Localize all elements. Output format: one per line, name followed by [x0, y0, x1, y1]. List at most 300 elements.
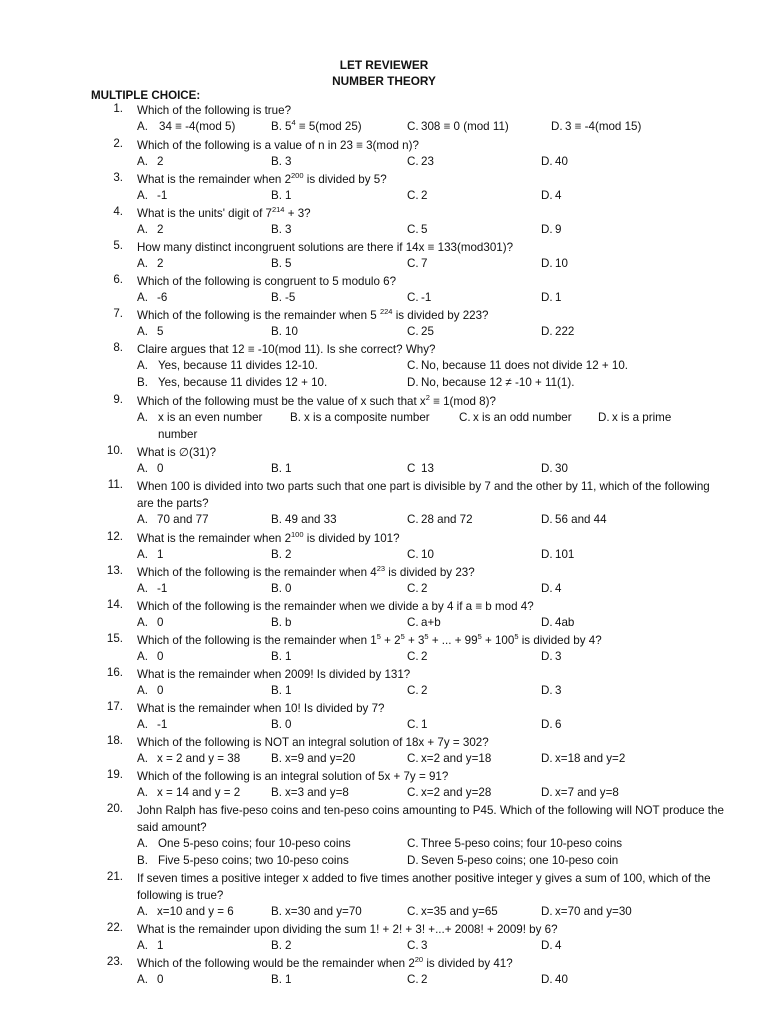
- option-letter: B.: [271, 650, 282, 663]
- question-number: 4.: [113, 205, 123, 218]
- answer-option-d: [598, 411, 672, 424]
- answer-option-a: [137, 616, 164, 629]
- question-number: 10.: [106, 444, 123, 457]
- option-text: 34 ≡ -4(mod 5): [159, 120, 236, 133]
- option-letter: D.: [541, 786, 553, 799]
- option-text: 308 ≡ 0 (mod 11): [421, 120, 509, 133]
- answer-option-a: [137, 257, 164, 270]
- option-text: 2: [157, 155, 164, 168]
- option-text: 25: [421, 325, 434, 338]
- option-text: x=10 and y = 6: [157, 905, 234, 918]
- option-text: 70 and 77: [157, 513, 209, 526]
- answer-option-a: [137, 120, 236, 133]
- question-text: What is the remainder when 10! Is divided by 7?: [137, 702, 385, 715]
- option-letter: B.: [271, 462, 282, 475]
- option-text: 1: [285, 684, 292, 697]
- option-text: Seven 5-peso coins; one 10-peso coin: [421, 854, 619, 867]
- option-letter: B.: [271, 513, 282, 526]
- option-letter: C.: [407, 752, 419, 765]
- option-letter: C.: [407, 718, 419, 731]
- option-letter: A.: [137, 359, 148, 372]
- option-text: 2: [285, 939, 292, 952]
- answer-option-c: [407, 223, 428, 236]
- option-letter: D.: [598, 411, 610, 424]
- option-letter: A.: [137, 223, 148, 236]
- answer-option-a: [137, 411, 263, 424]
- option-text: 1: [285, 650, 292, 663]
- option-text: 10: [285, 325, 298, 338]
- option-text: 40: [555, 155, 568, 168]
- question-number: 7.: [113, 307, 123, 320]
- answer-option-b: [271, 752, 356, 765]
- option-text: 10: [555, 257, 568, 270]
- option-text: 3: [555, 650, 562, 663]
- option-letter: C.: [407, 582, 419, 595]
- option-letter: B.: [271, 939, 282, 952]
- option-letter: A.: [137, 718, 148, 731]
- option-text: -1: [421, 291, 432, 304]
- answer-option-b: [271, 718, 292, 731]
- question-text: Claire argues that 12 ≡ -10(mod 11). Is she correct? Why?: [137, 343, 436, 356]
- option-text: No, because 11 does not divide 12 + 10.: [421, 359, 629, 372]
- option-text: 0: [157, 616, 164, 629]
- answer-option-a: [137, 189, 168, 202]
- option-letter: A.: [137, 905, 148, 918]
- option-letter: D.: [541, 905, 553, 918]
- option-text: 3: [421, 939, 428, 952]
- question-number: 23.: [106, 955, 123, 968]
- option-letter: D.: [407, 376, 419, 389]
- answer-option-d: [407, 854, 619, 867]
- answer-option-c: [459, 411, 572, 424]
- question-text: Which of the following is NOT an integral solution of 18x + 7y = 302?: [137, 736, 489, 749]
- option-text: -5: [285, 291, 296, 304]
- question-number: 2.: [113, 137, 123, 150]
- question-number: 16.: [106, 666, 123, 679]
- answer-option-d: [541, 939, 562, 952]
- answer-option-d: [541, 513, 607, 526]
- question-number: 8.: [113, 341, 123, 354]
- answer-option-b: [137, 376, 328, 389]
- question-number: 20.: [106, 802, 123, 815]
- option-text: 3: [555, 684, 562, 697]
- option-letter: A.: [137, 684, 148, 697]
- option-letter: A.: [137, 752, 148, 765]
- option-text: 5: [157, 325, 164, 338]
- option-letter: C.: [407, 155, 419, 168]
- option-text: 6: [555, 718, 562, 731]
- option-text: x is a prime: [612, 411, 672, 424]
- option-text: 4: [555, 582, 562, 595]
- answer-option-b: [271, 513, 337, 526]
- question-number: 5.: [113, 239, 123, 252]
- question-text: How many distinct incongruent solutions are there if 14x ≡ 133(mod301)?: [137, 241, 514, 254]
- option-text: 30: [555, 462, 568, 475]
- option-letter: C.: [407, 650, 419, 663]
- option-letter: C.: [407, 223, 419, 236]
- option-text: 2: [421, 684, 428, 697]
- option-letter: B.: [271, 120, 282, 133]
- question-text: What is the remainder when 2009! Is divided by 131?: [137, 668, 411, 681]
- option-text: 10: [421, 548, 434, 561]
- option-text: $5^4 \equiv 5(mod$ 25): [285, 118, 362, 133]
- option-text: x = 2 and y = 38: [157, 752, 241, 765]
- option-text: x = 14 and y = 2: [157, 786, 241, 799]
- question-text: If seven times a positive integer x added to five times another positive integer y gives a sum of 100, which of the following is true?: [137, 872, 711, 902]
- question-text: What is the units' digit of $7^{214} + 3$?: [137, 205, 311, 220]
- option-letter: D.: [541, 973, 553, 986]
- option-letter: B.: [271, 786, 282, 799]
- option-letter: C.: [459, 411, 471, 424]
- option-letter: A.: [137, 462, 148, 475]
- option-letter: C.: [407, 189, 419, 202]
- option-letter: B.: [137, 376, 148, 389]
- option-text: 0: [285, 582, 292, 595]
- option-text: 4ab: [555, 616, 575, 629]
- option-text: Five 5-peso coins; two 10-peso coins: [158, 854, 349, 867]
- answer-option-c: [407, 973, 428, 986]
- question-number: 19.: [106, 768, 123, 781]
- answer-option-c: [407, 616, 441, 629]
- option-text: 40: [555, 973, 568, 986]
- option-text: 101: [555, 548, 575, 561]
- question-number: 9.: [113, 393, 123, 406]
- option-letter: D.: [541, 189, 553, 202]
- answer-option-d: [407, 376, 575, 389]
- option-letter: D.: [541, 223, 553, 236]
- question-text: Which of the following is the remainder when $4^{23}$ is divided by 23?: [137, 564, 475, 579]
- option-letter: C.: [407, 513, 419, 526]
- answer-option-c: [407, 257, 428, 270]
- option-letter: A.: [137, 155, 148, 168]
- answer-option-b: [271, 973, 292, 986]
- answer-option-d: [541, 548, 575, 561]
- question-text: Which of the following is a value of n in 23 ≡ 3(mod n)?: [137, 139, 419, 152]
- question-text: What is the remainder upon dividing the sum 1! + 2! + 3! +...+ 2008! + 2009! by 6?: [137, 923, 558, 936]
- answer-option-b: [271, 155, 292, 168]
- answer-option-d: [541, 582, 562, 595]
- option-text: a+b: [421, 616, 441, 629]
- option-letter: A.: [137, 650, 148, 663]
- option-letter: D.: [541, 582, 553, 595]
- question-number: 22.: [106, 921, 123, 934]
- option-letter: C.: [407, 120, 419, 133]
- answer-option-b: [271, 786, 349, 799]
- option-text: x=35 and y=65: [421, 905, 498, 918]
- option-text: -1: [157, 718, 168, 731]
- answer-option-b: [271, 939, 292, 952]
- option-text: 3: [285, 155, 292, 168]
- question-text: Which of the following is the remainder when $1^5 + 2^5 + 3^5$ + ... + $99^5 + 100^5$ is divided by 4?: [137, 632, 602, 647]
- answer-option-a: [137, 548, 164, 561]
- answer-option-d: [541, 905, 632, 918]
- answer-option-c: [407, 462, 434, 475]
- option-letter: C.: [407, 291, 419, 304]
- option-letter: C.: [407, 837, 419, 850]
- option-letter: D.: [541, 155, 553, 168]
- option-text: 13: [421, 462, 434, 475]
- answer-option-b: [271, 582, 292, 595]
- option-letter: B.: [290, 411, 301, 424]
- option-text: x=70 and y=30: [555, 905, 632, 918]
- option-letter: A.: [137, 291, 148, 304]
- answer-option-d: [551, 120, 642, 133]
- answer-option-a: [137, 905, 234, 918]
- option-text: 0: [157, 684, 164, 697]
- answer-option-c: [407, 513, 473, 526]
- answer-option-b: [271, 118, 362, 133]
- answer-option-d: [541, 616, 575, 629]
- question-text: What is the remainder when $2^{100}$ is divided by 101?: [137, 530, 400, 545]
- option-text: x=9 and y=20: [285, 752, 356, 765]
- option-text: 2: [157, 223, 164, 236]
- option-text: 5: [285, 257, 292, 270]
- answer-option-d: [541, 684, 562, 697]
- option-letter: B.: [271, 905, 282, 918]
- answer-option-b: [290, 411, 430, 424]
- option-text: Yes, because 11 divides 12-10.: [158, 359, 318, 372]
- question-text: Which of the following is the remainder when 5 $^{224}$ is divided by 223?: [137, 307, 489, 322]
- answer-option-d: [541, 189, 562, 202]
- option-letter: D.: [541, 616, 553, 629]
- option-letter: D.: [551, 120, 563, 133]
- question-text: Which of the following is the remainder when we divide a by 4 if a ≡ b mod 4?: [137, 600, 534, 613]
- answer-option-a: [137, 650, 164, 663]
- option-letter: B.: [271, 189, 282, 202]
- answer-option-c: [407, 155, 434, 168]
- option-text: 23: [421, 155, 434, 168]
- option-text: -1: [157, 189, 168, 202]
- option-letter: C.: [407, 257, 419, 270]
- answer-option-b: [271, 462, 292, 475]
- option-text: x=3 and y=8: [285, 786, 349, 799]
- option-text: 2: [421, 650, 428, 663]
- answer-option-b: [271, 905, 362, 918]
- option-letter: D.: [541, 718, 553, 731]
- answer-option-b: [271, 257, 292, 270]
- option-letter: B.: [271, 616, 282, 629]
- option-letter: A.: [137, 120, 148, 133]
- option-letter: B.: [137, 854, 148, 867]
- option-text: 1: [555, 291, 562, 304]
- option-letter: B.: [271, 718, 282, 731]
- option-continuation: number: [158, 428, 198, 441]
- answer-option-a: [137, 973, 164, 986]
- option-letter: A.: [137, 837, 148, 850]
- option-text: 2: [157, 257, 164, 270]
- answer-option-d: [541, 752, 626, 765]
- option-text: 0: [157, 462, 164, 475]
- option-text: One 5-peso coins; four 10-peso coins: [158, 837, 351, 850]
- answer-option-c: [407, 548, 434, 561]
- answer-option-d: [541, 291, 562, 304]
- answer-option-a: [137, 718, 168, 731]
- question-text: Which of the following is congruent to 5 modulo 6?: [137, 275, 397, 288]
- question-text: What is the remainder when $2^{200}$ is divided by 5?: [137, 171, 387, 186]
- option-text: 3: [285, 223, 292, 236]
- option-letter: C.: [407, 786, 419, 799]
- option-letter: C.: [407, 548, 419, 561]
- option-letter: A.: [137, 325, 148, 338]
- option-letter: D.: [541, 291, 553, 304]
- option-text: 0: [157, 973, 164, 986]
- option-text: b: [285, 616, 292, 629]
- option-letter: C.: [407, 684, 419, 697]
- option-text: 7: [421, 257, 428, 270]
- option-text: 2: [285, 548, 292, 561]
- answer-option-a: [137, 325, 164, 338]
- option-letter: A.: [137, 548, 148, 561]
- question-text: Which of the following is an integral solution of 5x + 7y = 91?: [137, 770, 449, 783]
- option-text: 4: [555, 939, 562, 952]
- answer-option-c: [407, 939, 428, 952]
- question-number: 12.: [106, 530, 123, 543]
- answer-option-a: [137, 939, 164, 952]
- option-text: 3 ≡ -4(mod 15): [565, 120, 642, 133]
- question-number: 21.: [106, 870, 123, 883]
- option-text: 5: [421, 223, 428, 236]
- question-number: 1.: [113, 102, 123, 115]
- option-text: 1: [285, 973, 292, 986]
- option-text: Three 5-peso coins; four 10-peso coins: [421, 837, 623, 850]
- answer-option-a: [137, 786, 241, 799]
- option-text: 49 and 33: [285, 513, 337, 526]
- option-text: 0: [285, 718, 292, 731]
- option-letter: A.: [137, 939, 148, 952]
- answer-option-a: [137, 462, 164, 475]
- option-text: x=7 and y=8: [555, 786, 619, 799]
- option-letter: B.: [271, 291, 282, 304]
- option-text: 2: [421, 973, 428, 986]
- question-number: 6.: [113, 273, 123, 286]
- option-text: -6: [157, 291, 168, 304]
- question-text: What is ∅(31)?: [137, 446, 217, 459]
- answer-option-a: [137, 359, 318, 372]
- option-text: 9: [555, 223, 562, 236]
- option-letter: A.: [137, 257, 148, 270]
- answer-option-c: [407, 650, 428, 663]
- option-text: 1: [157, 548, 164, 561]
- answer-option-b: [271, 616, 292, 629]
- option-text: 0: [157, 650, 164, 663]
- option-letter: B.: [271, 257, 282, 270]
- option-letter: C: [407, 462, 416, 475]
- answer-option-c: [407, 786, 492, 799]
- option-text: 222: [555, 325, 575, 338]
- option-text: x=2 and y=28: [421, 786, 492, 799]
- option-text: 1: [421, 718, 428, 731]
- section-heading: MULTIPLE CHOICE:: [91, 89, 201, 102]
- option-letter: A.: [137, 513, 148, 526]
- option-text: Yes, because 11 divides 12 + 10.: [158, 376, 328, 389]
- question-text: John Ralph has five-peso coins and ten-peso coins amounting to P45. Which of the following will NOT produce the said amount?: [137, 804, 724, 834]
- option-text: 28 and 72: [421, 513, 473, 526]
- option-letter: B.: [271, 752, 282, 765]
- question-number: 17.: [106, 700, 123, 713]
- answer-option-c: [407, 905, 498, 918]
- option-letter: B.: [271, 325, 282, 338]
- question-number: 11.: [107, 478, 123, 491]
- option-letter: B.: [271, 973, 282, 986]
- answer-option-b: [271, 223, 292, 236]
- question-text: When 100 is divided into two parts such that one part is divisible by 7 and the other by 11, which of the following are the parts?: [137, 480, 710, 510]
- answer-option-d: [541, 718, 562, 731]
- answer-option-c: [407, 325, 434, 338]
- option-text: x is an even number: [158, 411, 263, 424]
- answer-option-d: [541, 325, 575, 338]
- option-letter: A.: [137, 582, 148, 595]
- option-text: x is an odd number: [473, 411, 572, 424]
- option-letter: D.: [407, 854, 419, 867]
- answer-option-a: [137, 155, 164, 168]
- option-letter: D.: [541, 650, 553, 663]
- option-letter: B.: [271, 582, 282, 595]
- question-text: Which of the following would be the remainder when $2^{20}$ is divided by 41?: [137, 955, 513, 970]
- option-text: x=2 and y=18: [421, 752, 492, 765]
- option-letter: C.: [407, 359, 419, 372]
- option-letter: C.: [407, 973, 419, 986]
- option-text: -1: [157, 582, 168, 595]
- option-text: 2: [421, 189, 428, 202]
- question-text: Which of the following is true?: [137, 104, 292, 117]
- option-letter: A.: [137, 786, 148, 799]
- answer-option-a: [137, 752, 241, 765]
- answer-option-c: [407, 582, 428, 595]
- option-text: 56 and 44: [555, 513, 607, 526]
- answer-option-b: [271, 291, 296, 304]
- answer-option-b: [271, 325, 298, 338]
- option-text: 1: [285, 462, 292, 475]
- answer-option-d: [541, 650, 562, 663]
- answer-option-d: [541, 223, 562, 236]
- option-letter: B.: [271, 684, 282, 697]
- option-letter: D.: [541, 752, 553, 765]
- option-text: 4: [555, 189, 562, 202]
- option-letter: A.: [137, 411, 148, 424]
- answer-option-a: [137, 684, 164, 697]
- option-letter: B.: [271, 548, 282, 561]
- answer-option-c: [407, 752, 492, 765]
- page-title: LET REVIEWER: [339, 58, 429, 72]
- option-letter: C.: [407, 616, 419, 629]
- option-text: x=30 and y=70: [285, 905, 362, 918]
- answer-option-c: [407, 718, 428, 731]
- answer-option-c: [407, 684, 428, 697]
- answer-option-b: [137, 854, 349, 867]
- option-letter: D.: [541, 513, 553, 526]
- question-number: 14.: [106, 598, 123, 611]
- page-subtitle: NUMBER THEORY: [332, 74, 436, 88]
- option-letter: D.: [541, 684, 553, 697]
- question-number: 13.: [106, 564, 123, 577]
- answer-option-c: [407, 837, 623, 850]
- option-letter: A.: [137, 616, 148, 629]
- answer-option-b: [271, 548, 292, 561]
- option-letter: D.: [541, 257, 553, 270]
- answer-option-b: [271, 189, 292, 202]
- answer-option-a: [137, 582, 168, 595]
- answer-option-c: [407, 291, 432, 304]
- answer-option-b: [271, 650, 292, 663]
- option-letter: D.: [541, 548, 553, 561]
- answer-option-d: [541, 155, 568, 168]
- answer-option-c: [407, 120, 509, 133]
- option-letter: C.: [407, 905, 419, 918]
- answer-option-a: [137, 837, 351, 850]
- option-text: 1: [285, 189, 292, 202]
- option-letter: A.: [137, 189, 148, 202]
- option-letter: D.: [541, 462, 553, 475]
